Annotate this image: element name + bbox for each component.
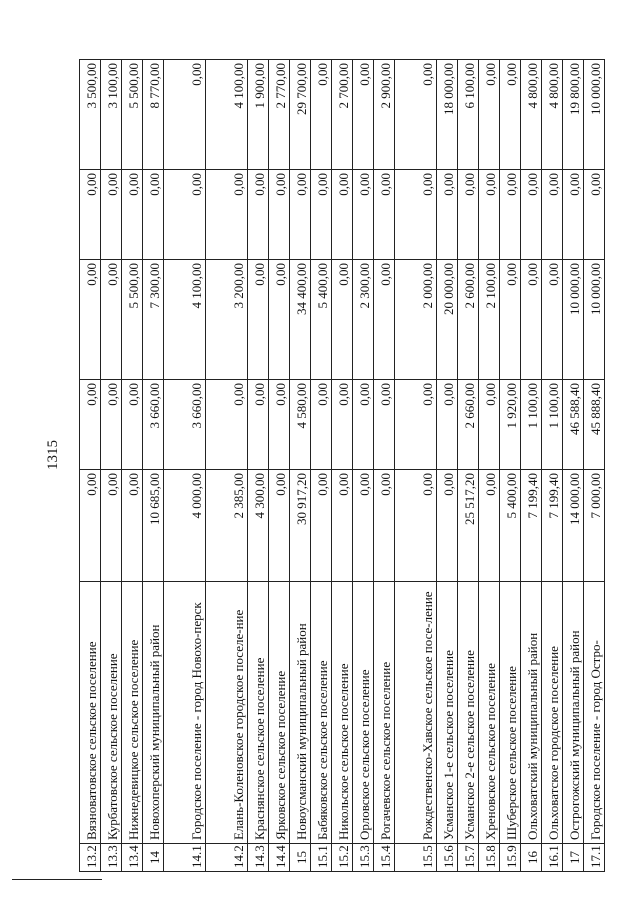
table-row (542, 60, 563, 872)
row-name: Шуберское сельское поселение (500, 582, 521, 844)
row-number: 17.1 (584, 844, 605, 872)
row-name: Нижнедевицкое сельское поселение (122, 582, 143, 844)
value-col-4: 0,00 (500, 170, 521, 260)
value-col-4: 0,00 (458, 170, 479, 260)
value-col-3: 2 600,00 (458, 260, 479, 380)
table-body (80, 60, 605, 872)
row-name: Ярковское сельское поселение (269, 582, 290, 844)
value-col-4: 0,00 (248, 170, 269, 260)
value-col-2: 0,00 (479, 380, 500, 470)
value-col-1: 30 917,20 (290, 470, 311, 582)
row-number: 15.6 (437, 844, 458, 872)
value-col-3: 5 500,00 (122, 260, 143, 380)
value-col-3: 3 200,00 (206, 260, 248, 380)
value-col-5: 29 700,00 (290, 60, 311, 170)
row-name: Вязноватовское сельское поселение (80, 582, 101, 844)
value-col-2: 0,00 (353, 380, 374, 470)
budget-table-container (79, 60, 603, 872)
value-col-2: 0,00 (437, 380, 458, 470)
row-number: 14.3 (248, 844, 269, 872)
row-name: Курбатовское сельское поселение (101, 582, 122, 844)
row-name: Ольховатское городское поселение (542, 582, 563, 844)
value-col-1: 0,00 (80, 470, 101, 582)
table-row (521, 60, 542, 872)
row-name: Городское поселение - город Остро- (584, 582, 605, 844)
row-name: Усманское 2-е сельское поселение (458, 582, 479, 844)
value-col-4: 0,00 (521, 170, 542, 260)
value-col-2: 0,00 (269, 380, 290, 470)
row-number: 15.5 (395, 844, 437, 872)
row-number: 16 (521, 844, 542, 872)
value-col-5: 8 770,00 (143, 60, 164, 170)
table-row (458, 60, 479, 872)
row-name: Ольховатский муниципальный район (521, 582, 542, 844)
value-col-2: 0,00 (122, 380, 143, 470)
value-col-1: 10 685,00 (143, 470, 164, 582)
value-col-3: 10 000,00 (563, 260, 584, 380)
value-col-2: 0,00 (332, 380, 353, 470)
page-number: 1315 (45, 440, 61, 470)
value-col-3: 4 100,00 (164, 260, 206, 380)
table-row (437, 60, 458, 872)
value-col-2: 46 588,40 (563, 380, 584, 470)
table-row (206, 60, 248, 872)
value-col-5: 0,00 (164, 60, 206, 170)
value-col-4: 0,00 (269, 170, 290, 260)
table-row (101, 60, 122, 872)
row-number: 15.9 (500, 844, 521, 872)
value-col-2: 4 580,00 (290, 380, 311, 470)
table-row (122, 60, 143, 872)
value-col-3: 0,00 (248, 260, 269, 380)
value-col-3: 0,00 (374, 260, 395, 380)
value-col-5: 5 500,00 (122, 60, 143, 170)
table-row (395, 60, 437, 872)
value-col-3: 0,00 (500, 260, 521, 380)
value-col-4: 0,00 (479, 170, 500, 260)
value-col-5: 6 100,00 (458, 60, 479, 170)
value-col-5: 2 770,00 (269, 60, 290, 170)
value-col-4: 0,00 (290, 170, 311, 260)
row-number: 13.2 (80, 844, 101, 872)
row-name: Хреновское сельское поселение (479, 582, 500, 844)
value-col-5: 0,00 (353, 60, 374, 170)
value-col-5: 19 800,00 (563, 60, 584, 170)
value-col-1: 0,00 (479, 470, 500, 582)
row-number: 14.4 (269, 844, 290, 872)
value-col-5: 4 800,00 (521, 60, 542, 170)
value-col-2: 3 660,00 (164, 380, 206, 470)
value-col-3: 0,00 (101, 260, 122, 380)
value-col-1: 7 199,40 (521, 470, 542, 582)
value-col-1: 14 000,00 (563, 470, 584, 582)
value-col-3: 20 000,00 (437, 260, 458, 380)
value-col-1: 25 517,20 (458, 470, 479, 582)
row-name: Никольское сельское поселение (332, 582, 353, 844)
row-number: 15.7 (458, 844, 479, 872)
value-col-1: 0,00 (101, 470, 122, 582)
value-col-1: 7 199,40 (542, 470, 563, 582)
value-col-4: 0,00 (563, 170, 584, 260)
row-number: 15.2 (332, 844, 353, 872)
row-name: Городское поселение - город Новохо-перск (164, 582, 206, 844)
value-col-2: 1 920,00 (500, 380, 521, 470)
value-col-2: 0,00 (80, 380, 101, 470)
value-col-2: 1 100,00 (542, 380, 563, 470)
value-col-4: 0,00 (332, 170, 353, 260)
table-row (479, 60, 500, 872)
row-number: 15.4 (374, 844, 395, 872)
row-name: Новоусманский муниципальный район (290, 582, 311, 844)
value-col-3: 10 000,00 (584, 260, 605, 380)
row-name: Рогачевское сельское поселение (374, 582, 395, 844)
row-number: 15 (290, 844, 311, 872)
table-row (290, 60, 311, 872)
row-number: 16.1 (542, 844, 563, 872)
value-col-5: 0,00 (311, 60, 332, 170)
value-col-4: 0,00 (122, 170, 143, 260)
table-row (353, 60, 374, 872)
value-col-2: 0,00 (311, 380, 332, 470)
value-col-1: 7 000,00 (584, 470, 605, 582)
value-col-5: 2 900,00 (374, 60, 395, 170)
value-col-1: 5 400,00 (500, 470, 521, 582)
value-col-2: 45 888,40 (584, 380, 605, 470)
footnote-rule (12, 879, 102, 880)
value-col-3: 2 100,00 (479, 260, 500, 380)
row-number: 15.1 (311, 844, 332, 872)
row-number: 13.3 (101, 844, 122, 872)
value-col-3: 34 400,00 (290, 260, 311, 380)
table-row (374, 60, 395, 872)
table-row (143, 60, 164, 872)
value-col-1: 0,00 (122, 470, 143, 582)
value-col-4: 0,00 (206, 170, 248, 260)
value-col-3: 0,00 (80, 260, 101, 380)
table-row (80, 60, 101, 872)
value-col-5: 10 000,00 (584, 60, 605, 170)
value-col-2: 0,00 (206, 380, 248, 470)
value-col-5: 0,00 (500, 60, 521, 170)
value-col-2: 0,00 (395, 380, 437, 470)
value-col-1: 2 385,00 (206, 470, 248, 582)
value-col-4: 0,00 (584, 170, 605, 260)
value-col-1: 0,00 (353, 470, 374, 582)
value-col-2: 1 100,00 (521, 380, 542, 470)
value-col-1: 4 300,00 (248, 470, 269, 582)
value-col-5: 1 900,00 (248, 60, 269, 170)
value-col-3: 0,00 (332, 260, 353, 380)
value-col-3: 2 300,00 (353, 260, 374, 380)
value-col-5: 2 700,00 (332, 60, 353, 170)
value-col-2: 3 660,00 (143, 380, 164, 470)
row-name: Новохоперский муниципальный район (143, 582, 164, 844)
value-col-5: 0,00 (479, 60, 500, 170)
row-name: Краснянское сельское поселение (248, 582, 269, 844)
value-col-1: 0,00 (374, 470, 395, 582)
value-col-3: 5 400,00 (311, 260, 332, 380)
row-number: 14.2 (206, 844, 248, 872)
row-name: Елань-Коленовское городское поселе-ние (206, 582, 248, 844)
value-col-1: 4 000,00 (164, 470, 206, 582)
value-col-2: 2 660,00 (458, 380, 479, 470)
value-col-1: 0,00 (269, 470, 290, 582)
value-col-4: 0,00 (353, 170, 374, 260)
value-col-4: 0,00 (311, 170, 332, 260)
value-col-5: 0,00 (395, 60, 437, 170)
row-number: 14.1 (164, 844, 206, 872)
value-col-4: 0,00 (374, 170, 395, 260)
table-row (311, 60, 332, 872)
row-name: Рождественско-Хавское сельское посе-ление (395, 582, 437, 844)
value-col-3: 0,00 (269, 260, 290, 380)
value-col-4: 0,00 (143, 170, 164, 260)
value-col-4: 0,00 (542, 170, 563, 260)
value-col-1: 0,00 (332, 470, 353, 582)
table-row (269, 60, 290, 872)
budget-table (79, 59, 605, 872)
value-col-3: 0,00 (521, 260, 542, 380)
row-name: Усманское 1-е сельское поселение (437, 582, 458, 844)
value-col-4: 0,00 (80, 170, 101, 260)
table-row (563, 60, 584, 872)
row-number: 15.8 (479, 844, 500, 872)
value-col-5: 4 100,00 (206, 60, 248, 170)
value-col-1: 0,00 (437, 470, 458, 582)
table-row (584, 60, 605, 872)
value-col-1: 0,00 (311, 470, 332, 582)
row-number: 15.3 (353, 844, 374, 872)
table-row (500, 60, 521, 872)
value-col-3: 0,00 (542, 260, 563, 380)
value-col-2: 0,00 (101, 380, 122, 470)
value-col-5: 4 800,00 (542, 60, 563, 170)
value-col-5: 3 500,00 (80, 60, 101, 170)
value-col-2: 0,00 (248, 380, 269, 470)
value-col-4: 0,00 (395, 170, 437, 260)
row-number: 13.4 (122, 844, 143, 872)
row-name: Бабяковское сельское поселение (311, 582, 332, 844)
table-row (248, 60, 269, 872)
row-name: Острогожский муниципальный район (563, 582, 584, 844)
value-col-5: 3 100,00 (101, 60, 122, 170)
value-col-1: 0,00 (395, 470, 437, 582)
value-col-2: 0,00 (374, 380, 395, 470)
value-col-4: 0,00 (164, 170, 206, 260)
table-row (332, 60, 353, 872)
row-name: Орловское сельское поселение (353, 582, 374, 844)
value-col-3: 2 000,00 (395, 260, 437, 380)
value-col-5: 18 000,00 (437, 60, 458, 170)
row-number: 17 (563, 844, 584, 872)
value-col-4: 0,00 (437, 170, 458, 260)
row-number: 14 (143, 844, 164, 872)
table-row (164, 60, 206, 872)
value-col-3: 7 300,00 (143, 260, 164, 380)
value-col-4: 0,00 (101, 170, 122, 260)
